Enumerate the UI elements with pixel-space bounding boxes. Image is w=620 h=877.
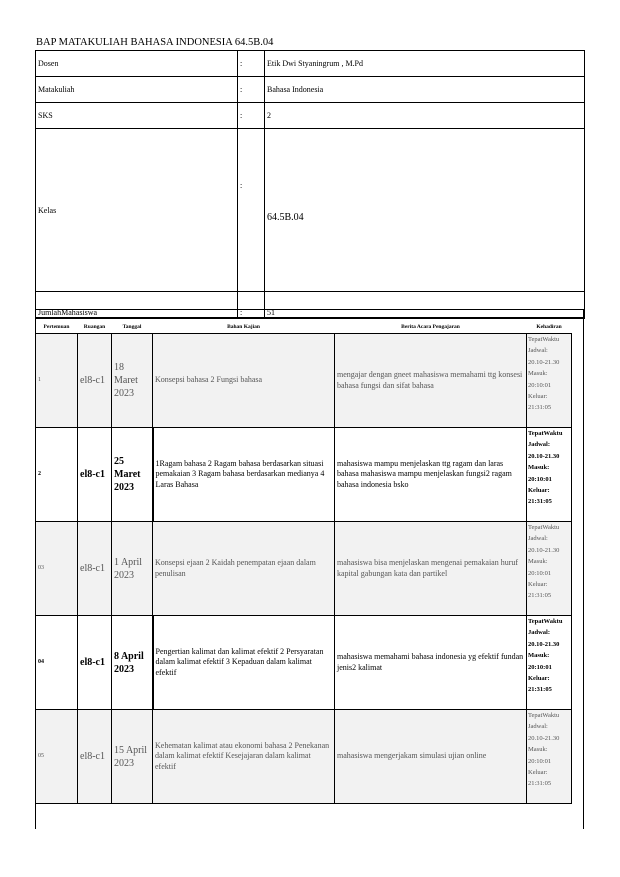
info-label: Kelas xyxy=(36,129,238,292)
room-cell: el8-c1 xyxy=(78,334,112,428)
attendance-line: 21:31:05 xyxy=(528,780,552,788)
header-berita-acara: Berita Acara Pengajaran xyxy=(335,321,527,334)
attendance-line: TepatWaktu xyxy=(528,336,560,343)
attendance-table xyxy=(35,321,572,804)
header-tanggal: Tanggal xyxy=(112,321,153,334)
info-separator: : xyxy=(238,51,265,77)
attendance-cell xyxy=(527,428,572,522)
header-bahan-kajian: Bahan Kajian xyxy=(153,321,335,334)
info-value: 51 xyxy=(265,292,585,319)
attendance-line: Keluar: xyxy=(528,392,548,400)
info-value: 64.5B.04 xyxy=(265,129,585,292)
date-cell: 25 Maret 2023 xyxy=(112,428,153,522)
attendance-line: 20:10:01 xyxy=(528,475,552,483)
attendance-line: 20.10-21.30 xyxy=(528,358,560,366)
attendance-line: Keluar: xyxy=(528,674,550,682)
table-row xyxy=(36,428,572,522)
info-value: 2 xyxy=(265,103,585,129)
room-cell: el8-c1 xyxy=(78,616,112,710)
meeting-number: 04 xyxy=(36,616,78,710)
attendance-line: Masuk: xyxy=(528,464,550,472)
attendance-line: 20.10-21.30 xyxy=(528,640,560,648)
info-separator: : xyxy=(238,103,265,129)
header-pertemuan: Pertemuan xyxy=(36,321,78,334)
info-label: Matakuliah xyxy=(36,77,238,103)
attendance-line: Masuk: xyxy=(528,652,550,660)
attendance-cell xyxy=(527,710,572,804)
attendance-line: 21:31:05 xyxy=(528,686,552,694)
topic-cell: Pengertian kalimat dan kalimat efektif 2 Persyaratan dalam kalimat efektif 3 Kepaduan dalam kalimat efektif xyxy=(153,616,335,710)
info-separator: : xyxy=(238,129,265,292)
date-cell: 15 April 2023 xyxy=(112,710,153,804)
meeting-number: 1 xyxy=(36,334,78,428)
info-value: Etik Dwi Styaningrum , M.Pd xyxy=(265,51,585,77)
table-row xyxy=(36,522,572,616)
room-cell: el8-c1 xyxy=(78,710,112,804)
info-label: Dosen xyxy=(36,51,238,77)
report-cell: mahasiswa bisa menjelaskan mengenai pemakaian huruf kapital gabungan kata dan partikel xyxy=(335,522,527,616)
attendance-line: Jadwal: xyxy=(528,629,551,637)
table-header-row xyxy=(36,321,572,334)
info-label: JumlahMahasiswa xyxy=(36,292,238,319)
header-kehadiran: Kehadiran xyxy=(527,321,572,334)
attendance-line: 20:10:01 xyxy=(528,757,552,765)
attendance-line: Masuk: xyxy=(528,746,548,754)
attendance-line: 20.10-21.30 xyxy=(528,546,560,554)
attendance-line: 20.10-21.30 xyxy=(528,734,560,742)
attendance-line: Jadwal: xyxy=(528,723,548,731)
report-cell: mahasiswa mengerjakam simulasi ujian online xyxy=(335,710,527,804)
attendance-line: 20:10:01 xyxy=(528,663,552,671)
info-row-dosen xyxy=(36,51,585,77)
attendance-line: Keluar: xyxy=(528,768,548,776)
header-ruangan: Ruangan xyxy=(78,321,112,334)
date-cell: 18 Maret 2023 xyxy=(112,334,153,428)
info-label: SKS xyxy=(36,103,238,129)
attendance-line: 21:31:05 xyxy=(528,592,552,600)
room-cell: el8-c1 xyxy=(78,428,112,522)
date-cell: 1 April 2023 xyxy=(112,522,153,616)
info-separator: : xyxy=(238,292,265,319)
meeting-number: 03 xyxy=(36,522,78,616)
attendance-line: Jadwal: xyxy=(528,441,551,449)
attendance-line: TepatWaktu xyxy=(528,430,563,437)
meeting-number: 05 xyxy=(36,710,78,804)
attendance-line: Masuk: xyxy=(528,370,548,378)
report-cell: mengajar dengan gneet mahasiswa memahami ttg konsesi bahasa fungsi dan sifat bahasa xyxy=(335,334,527,428)
topic-cell: Konsepsi bahasa 2 Fungsi bahasa xyxy=(153,334,335,428)
topic-cell: 1Ragam bahasa 2 Ragam bahasa berdasarkan situasi pemakaian 3 Ragam bahasa berdasarkan medianya 4 Laras Bahasa xyxy=(153,428,335,522)
topic-cell: Kehematan kalimat atau ekonomi bahasa 2 Penekanan dalam kalimat efektif Kesejajaran dalam kalimat efektif xyxy=(153,710,335,804)
attendance-line: 20:10:01 xyxy=(528,381,552,389)
info-row-kelas xyxy=(36,129,585,292)
course-info-table xyxy=(35,50,585,319)
info-separator: : xyxy=(238,77,265,103)
attendance-line: Keluar: xyxy=(528,486,550,494)
table-row xyxy=(36,334,572,428)
attendance-line: TepatWaktu xyxy=(528,524,560,531)
attendance-cell xyxy=(527,522,572,616)
date-cell: 8 April 2023 xyxy=(112,616,153,710)
attendance-line: 21:31:05 xyxy=(528,404,552,412)
attendance-line: Jadwal: xyxy=(528,535,548,543)
topic-cell: Konsepsi ejaan 2 Kaidah penempatan ejaan dalam penulisan xyxy=(153,522,335,616)
info-row-matakuliah xyxy=(36,77,585,103)
attendance-line: 20:10:01 xyxy=(528,569,552,577)
attendance-cell xyxy=(527,616,572,710)
attendance-line: Keluar: xyxy=(528,580,548,588)
attendance-line: TepatWaktu xyxy=(528,712,560,719)
attendance-cell xyxy=(527,334,572,428)
room-cell: el8-c1 xyxy=(78,522,112,616)
report-cell: mahasiswa mampu menjelaskan ttg ragam dan laras bahasa mahasiswa mampu menjelaskan fungsi2 ragam bahasa indonesia bsko xyxy=(335,428,527,522)
attendance-line: TepatWaktu xyxy=(528,618,563,625)
report-cell: mahasiswa memahami bahasa indonesia yg efektif fundan jenis2 kalimat xyxy=(335,616,527,710)
info-value: Bahasa Indonesia xyxy=(265,77,585,103)
attendance-line: Masuk: xyxy=(528,558,548,566)
meeting-number: 2 xyxy=(36,428,78,522)
info-row-sks xyxy=(36,103,585,129)
table-row xyxy=(36,710,572,804)
page-title: BAP MATAKULIAH BAHASA INDONESIA 64.5B.04 xyxy=(36,37,274,48)
attendance-line: 20.10-21.30 xyxy=(528,452,560,460)
attendance-line: Jadwal: xyxy=(528,347,548,355)
attendance-line: 21:31:05 xyxy=(528,498,552,506)
table-row xyxy=(36,616,572,710)
